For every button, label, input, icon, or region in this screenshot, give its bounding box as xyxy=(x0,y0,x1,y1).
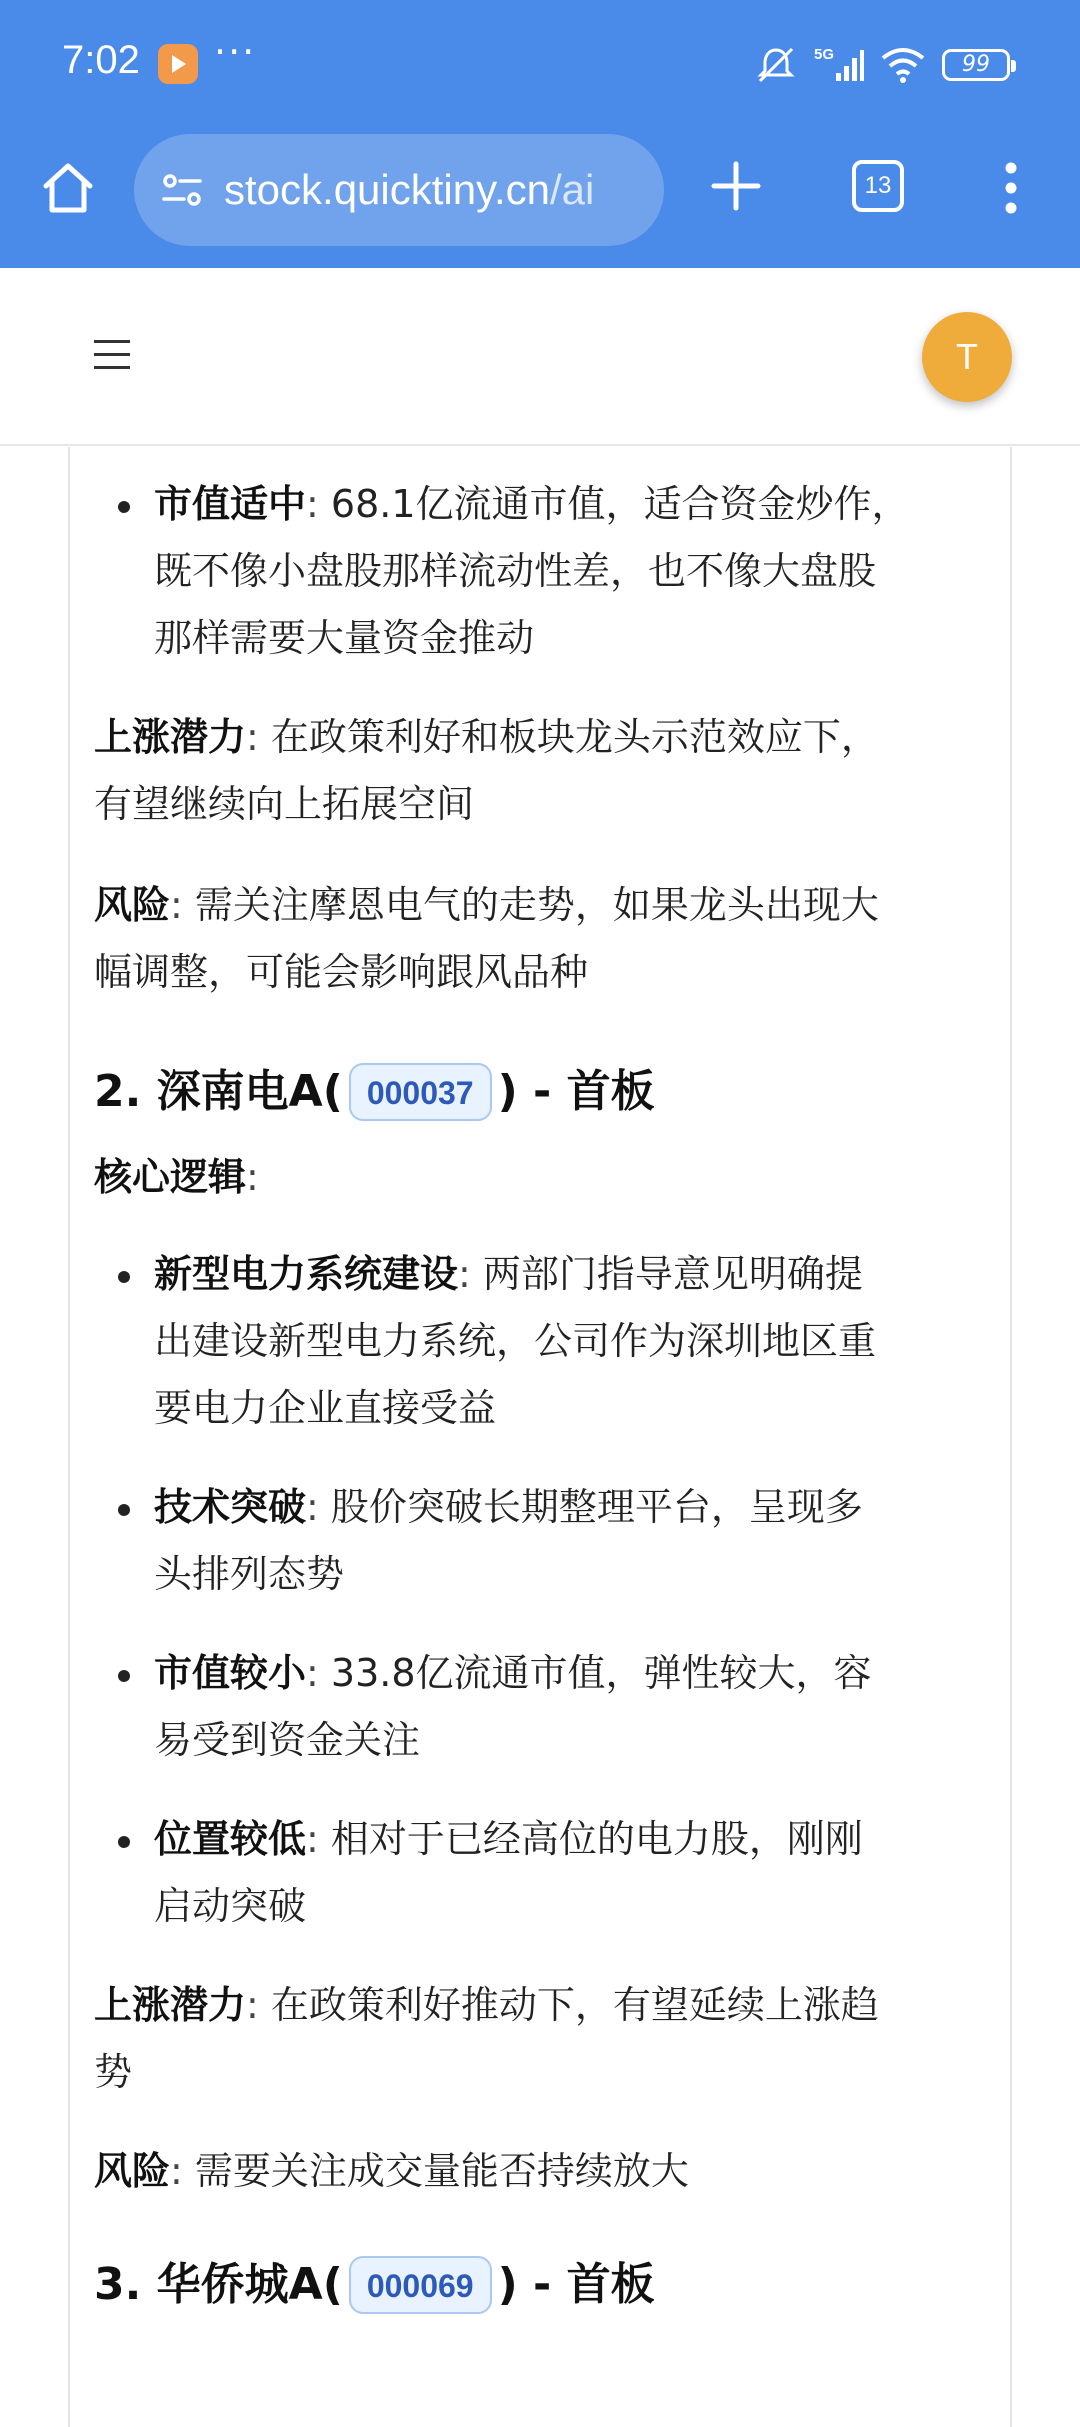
item-text: 既不像小盘股那样流动性差，也不像大盘股 xyxy=(154,549,877,593)
url-path: /ai xyxy=(550,166,595,213)
svg-text:5G: 5G xyxy=(814,46,835,63)
core-logic-list xyxy=(94,1241,994,1940)
stock-code-badge[interactable]: 000069 xyxy=(349,2256,492,2314)
list-item: 新型电力系统建设: 两部门指导意见明确提 出建设新型电力系统，公司作为深圳地区重 要电力企业直接受益 xyxy=(94,1241,994,1442)
list-item: 市值适中: 68.1亿流通市值，适合资金炒作， 既不像小盘股那样流动性差，也不像大盘股 那样需要大量资金推动 xyxy=(94,471,994,672)
mute-vibrate-icon xyxy=(754,45,798,85)
item-text: 那样需要大量资金推动 xyxy=(154,616,535,660)
item-text: 68.1亿流通市值，适合资金炒作， xyxy=(330,482,910,526)
video-app-icon xyxy=(158,44,198,84)
home-button[interactable] xyxy=(38,158,98,218)
list-item: 市值较小: 33.8亿流通市值，弹性较大，容 易受到资金关注 xyxy=(94,1640,994,1774)
url-domain: stock.quicktiny.cn xyxy=(224,166,551,213)
status-bar xyxy=(0,0,1080,130)
article-card xyxy=(68,447,1012,2427)
overflow-menu-button[interactable] xyxy=(996,156,1026,220)
plus-icon xyxy=(704,154,768,218)
risk-paragraph: 风险: 需关注摩恩电气的走势，如果龙头出现大 幅调整，可能会影响跟风品种 xyxy=(94,883,879,994)
more-vert-icon xyxy=(996,156,1026,220)
user-avatar[interactable]: T xyxy=(922,312,1012,402)
article-content xyxy=(94,447,994,2315)
wifi-icon xyxy=(880,46,926,84)
item-title: 市值适中 xyxy=(154,482,307,526)
new-tab-button[interactable] xyxy=(704,154,768,218)
tab-switcher-button[interactable]: 13 xyxy=(852,160,904,212)
upside-paragraph: 上涨潜力: 在政策利好推动下，有望延续上涨趋 势 xyxy=(94,1983,879,2094)
core-logic-label: 核心逻辑: xyxy=(94,1155,259,1199)
battery-icon: 99 xyxy=(942,49,1010,81)
hamburger-menu-icon[interactable] xyxy=(94,340,130,370)
stock-code-badge[interactable]: 000037 xyxy=(349,1063,492,1121)
upside-paragraph: 上涨潜力: 在政策利好和板块龙头示范效应下， 有望继续向上拓展空间 xyxy=(94,715,879,826)
signal-5g-icon xyxy=(814,45,864,85)
list-item: 技术突破: 股价突破长期整理平台，呈现多 头排列态势 xyxy=(94,1474,994,1608)
address-bar[interactable] xyxy=(134,134,664,246)
bullet-list xyxy=(94,471,994,672)
list-item: 位置较低: 相对于已经高位的电力股，刚刚 启动突破 xyxy=(94,1806,994,1940)
browser-chrome xyxy=(0,0,1080,268)
home-icon xyxy=(38,158,98,218)
more-notifications-icon: ··· xyxy=(214,30,257,74)
status-icons xyxy=(754,42,1010,88)
stock-heading: 2. 深南电A( 000037 ) - 首板 xyxy=(94,1062,994,1122)
browser-toolbar xyxy=(0,130,1080,268)
site-header xyxy=(0,268,1080,446)
url-text xyxy=(224,166,594,214)
risk-paragraph: 风险: 需要关注成交量能否持续放大 xyxy=(94,2149,689,2193)
status-time: 7:02 xyxy=(62,38,140,82)
site-settings-icon[interactable] xyxy=(156,163,210,217)
stock-heading: 3. 华侨城A( 000069 ) - 首板 xyxy=(94,2255,994,2315)
